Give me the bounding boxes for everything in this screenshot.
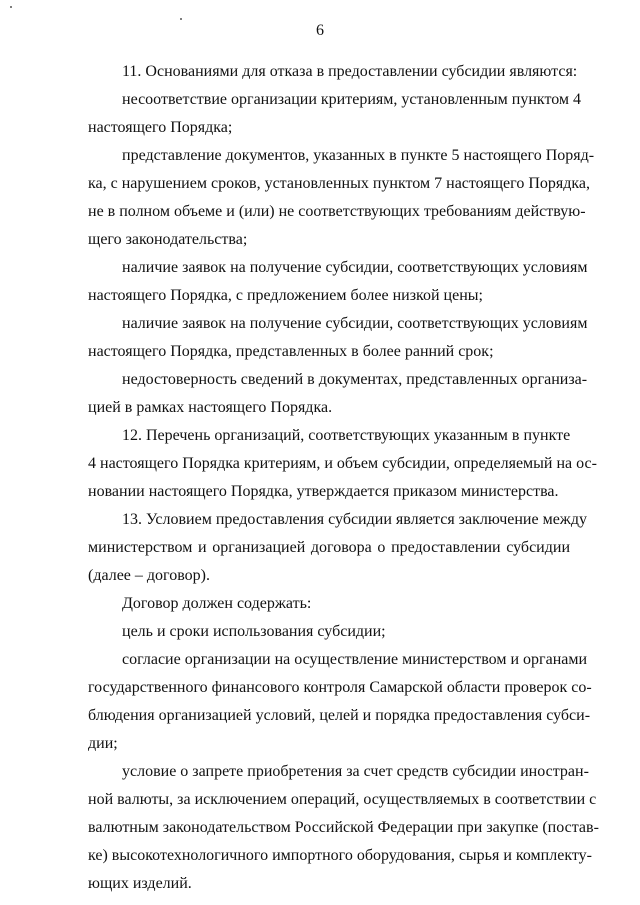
paragraph-line: валютным законодательством Российской Федерации при закупке (постав- xyxy=(88,819,599,836)
paragraph-line: щего законодательства; xyxy=(88,231,248,248)
paragraph-line: новании настоящего Порядка, утверждается приказом министерства. xyxy=(88,483,559,500)
paragraph-line: настоящего Порядка, с предложением более низкой цены; xyxy=(88,287,483,304)
paragraph-line: условие о запрете приобретения за счет средств субсидии иностран- xyxy=(122,763,589,780)
paragraph-line: (далее – договор). xyxy=(88,567,210,584)
paragraph-line: недостоверность сведений в документах, представленных организа- xyxy=(122,371,588,388)
paragraph-line: 4 настоящего Порядка критериям, и объем субсидии, определяемый на ос- xyxy=(88,455,597,472)
paragraph-line: 11. Основаниями для отказа в предоставлении субсидии являются: xyxy=(122,63,578,80)
paragraph-line: ющих изделий. xyxy=(88,875,192,892)
scan-speck xyxy=(180,18,182,20)
paragraph-line: Договор должен содержать: xyxy=(122,595,312,612)
paragraph-line: настоящего Порядка, представленных в более ранний срок; xyxy=(88,343,494,360)
paragraph-line: 13. Условием предоставления субсидии является заключение между xyxy=(122,511,587,528)
paragraph-line: наличие заявок на получение субсидии, соответствующих условиям xyxy=(122,315,588,332)
paragraph-line: согласие организации на осуществление министерством и органами xyxy=(122,651,588,668)
page-number: 6 xyxy=(316,22,324,39)
paragraph-line: настоящего Порядка; xyxy=(88,119,233,136)
paragraph-line: 12. Перечень организаций, соответствующих указанным в пункте xyxy=(122,427,571,444)
paragraph-line: цией в рамках настоящего Порядка. xyxy=(88,399,333,416)
paragraph-line: ке) высокотехнологичного импортного оборудования, сырья и комплекту- xyxy=(88,847,592,864)
paragraph-line: министерством и организацией договора о предоставлении субсидии xyxy=(88,539,570,556)
paragraph-line: не в полном объеме и (или) не соответствующих требованиям действую- xyxy=(88,203,586,220)
paragraph-line: ка, с нарушением сроков, установленных пунктом 7 настоящего Порядка, xyxy=(88,175,590,192)
paragraph-line: цель и сроки использования субсидии; xyxy=(122,623,386,640)
paragraph-line: представление документов, указанных в пункте 5 настоящего Поряд- xyxy=(122,147,595,164)
paragraph-line: дии; xyxy=(88,735,118,752)
paragraph-line: ной валюты, за исключением операций, осуществляемых в соответствии с xyxy=(88,791,597,808)
paragraph-line: несоответствие организации критериям, установленным пунктом 4 xyxy=(122,91,582,108)
paragraph-line: государственного финансового контроля Самарской области проверок со- xyxy=(88,679,592,696)
scan-speck xyxy=(10,6,12,8)
paragraph-line: наличие заявок на получение субсидии, соответствующих условиям xyxy=(122,259,588,276)
paragraph-line: блюдения организацией условий, целей и порядка предоставления субси- xyxy=(88,707,591,724)
